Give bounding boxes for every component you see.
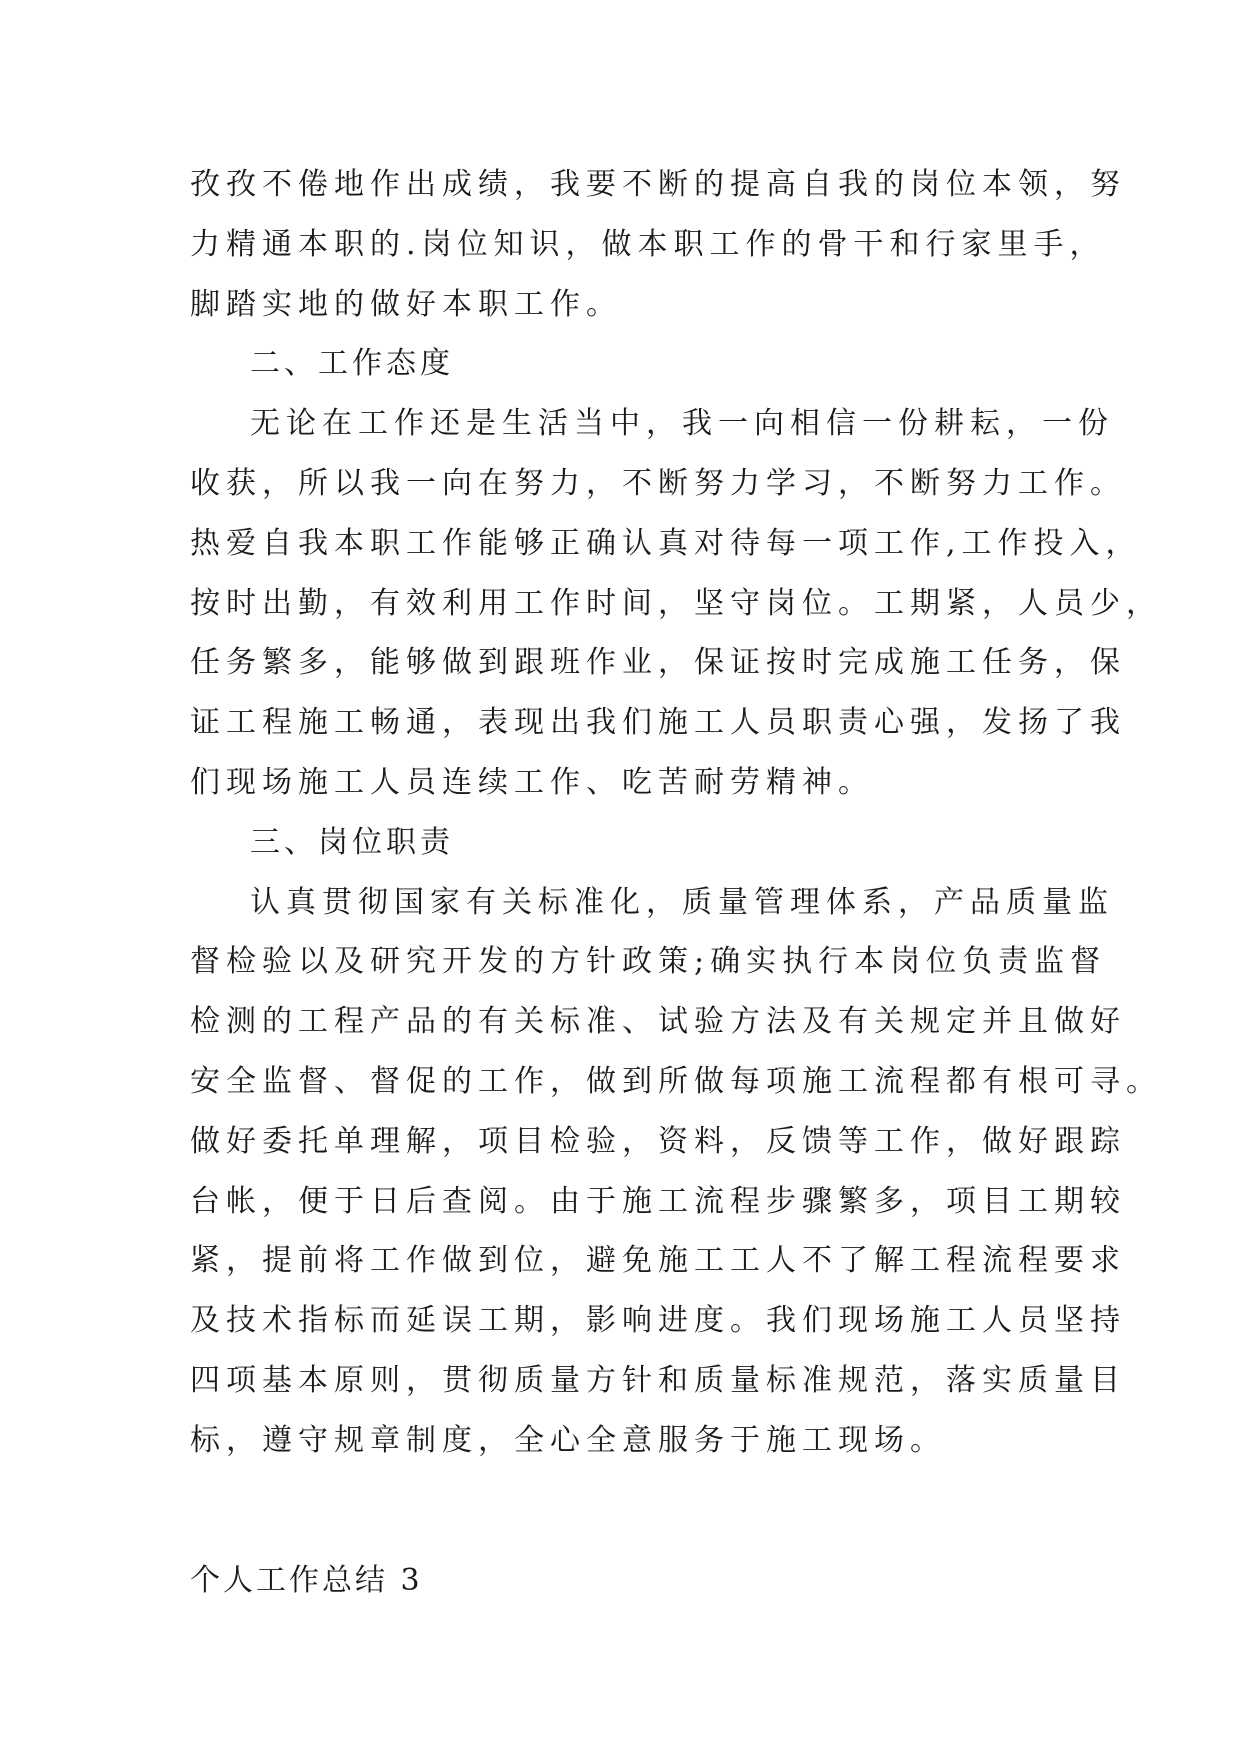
text-line: 及技术指标而延误工期，影响进度。我们现场施工人员坚持 [190, 1303, 1126, 1339]
paragraph-work-attitude [190, 399, 1162, 808]
text-line: 督检验以及研究开发的方针政策;确实执行本岗位负责监督 [190, 944, 1107, 980]
paragraph-job-duty [190, 878, 1162, 1466]
heading-work-attitude: 二、工作态度 [250, 346, 454, 382]
text-line: 孜孜不倦地作出成绩，我要不断的提高自我的岗位本领，努 [190, 167, 1126, 202]
section-title: 个人工作总结 3 [190, 1562, 423, 1598]
document-body [190, 160, 1162, 1615]
text-line: 台帐，便于日后查阅。由于施工流程步骤繁多，项目工期较 [190, 1183, 1126, 1219]
text-line: 做好委托单理解，项目检验，资料，反馈等工作，做好跟踪 [190, 1123, 1126, 1159]
text-line: 检测的工程产品的有关标准、试验方法及有关规定并且做好 [190, 1004, 1126, 1040]
text-line: 们现场施工人员连续工作、吃苦耐劳精神。 [190, 764, 874, 800]
text-line: 力精通本职的.岗位知识，做本职工作的骨干和行家里手， [190, 226, 1106, 262]
text-line: 无论在工作还是生活当中，我一向相信一份耕耘，一份 [250, 406, 1114, 442]
text-line: 标，遵守规章制度，全心全意服务于施工现场。 [190, 1422, 946, 1458]
paragraph-intro [190, 160, 1126, 330]
heading-job-duty: 三、岗位职责 [250, 824, 454, 860]
text-line: 安全监督、督促的工作，做到所做每项施工流程都有根可寻。 [190, 1063, 1162, 1099]
text-line: 四项基本原则，贯彻质量方针和质量标准规范，落实质量目 [190, 1362, 1126, 1398]
text-line: 脚踏实地的做好本职工作。 [190, 286, 622, 322]
text-line: 紧，提前将工作做到位，避免施工工人不了解工程流程要求 [190, 1243, 1126, 1279]
text-line: 认真贯彻国家有关标准化，质量管理体系，产品质量监 [250, 884, 1114, 920]
text-line: 任务繁多，能够做到跟班作业，保证按时完成施工任务，保 [190, 645, 1126, 681]
text-line: 证工程施工畅通，表现出我们施工人员职责心强，发扬了我 [190, 705, 1126, 741]
text-line: 热爱自我本职工作能够正确认真对待每一项工作,工作投入， [190, 525, 1142, 561]
section-spacer [190, 1476, 1060, 1556]
text-line: 收获，所以我一向在努力，不断努力学习，不断努力工作。 [190, 465, 1126, 501]
text-line: 按时出勤，有效利用工作时间，坚守岗位。工期紧，人员少， [190, 585, 1162, 621]
